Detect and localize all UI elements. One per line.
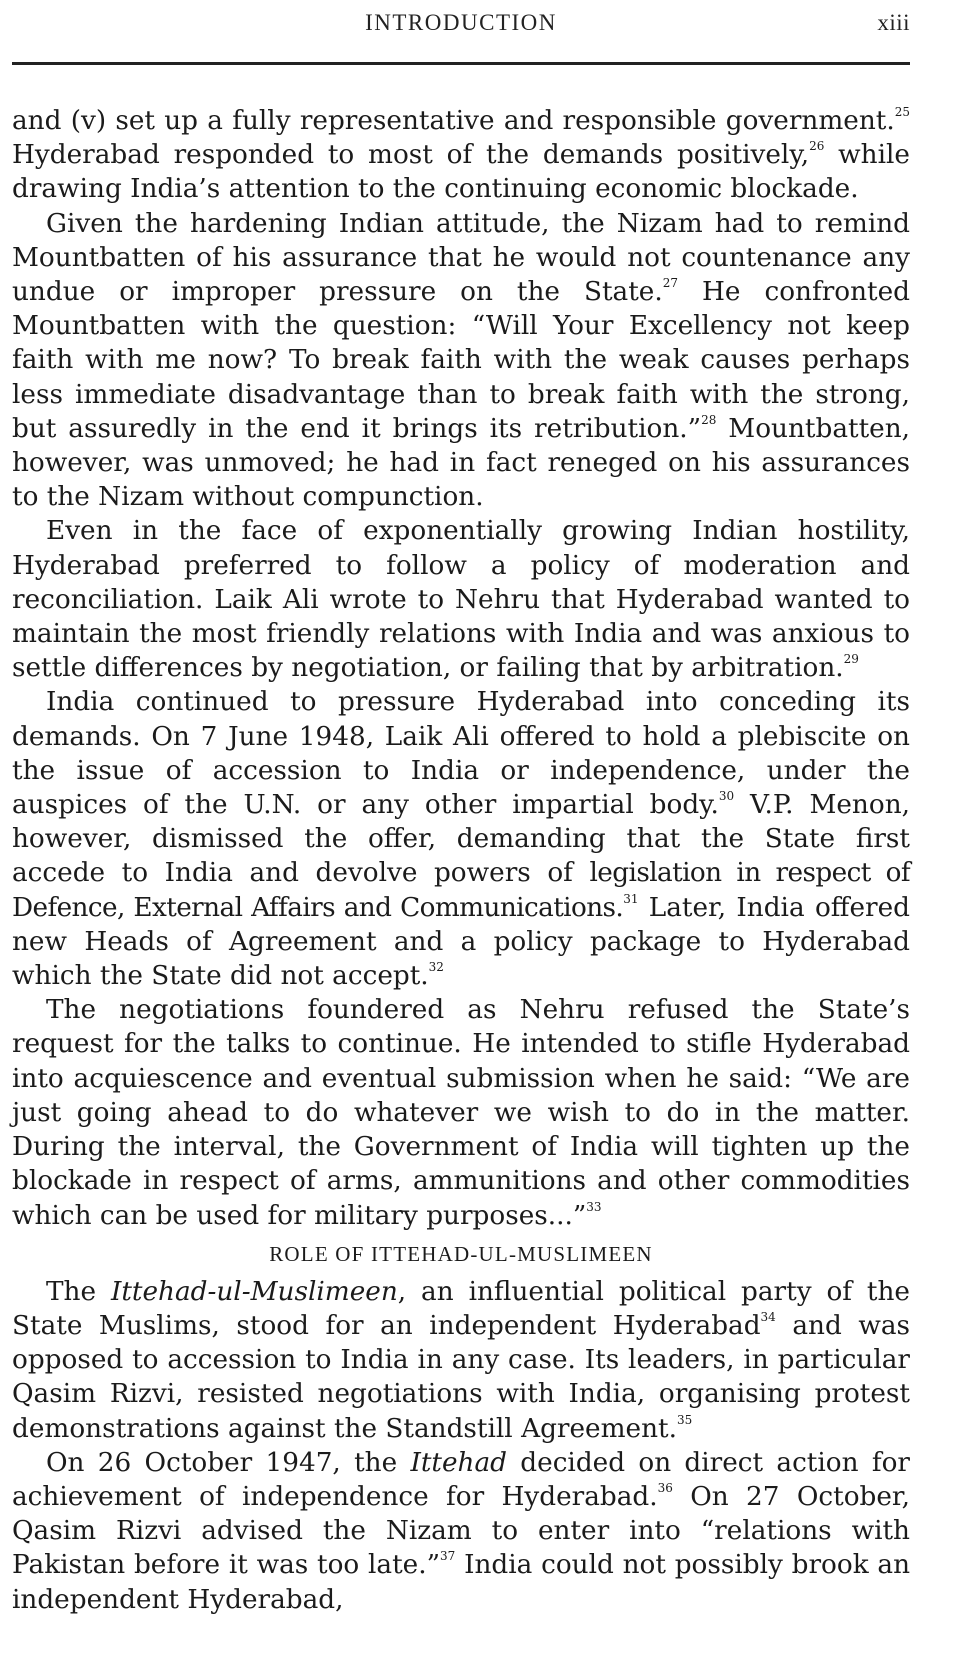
text-run: Later, India offered new Heads of Agreement and a policy package to Hyderabad which the State did not accept. — [12, 892, 910, 992]
text-run: decided on direct action for achievement of independence for Hyderabad. — [12, 1447, 910, 1512]
text-run: Mountbatten, however, was unmoved; he had in fact reneged on his assurances to the Nizam without compunction. — [12, 413, 910, 513]
text-run: and was opposed to accession to India in any case. Its leaders, in particular Qasim Rizvi, resisted negotiations with India, organising protest demonstrations against the Standstill Agreement. — [12, 1310, 910, 1444]
paragraph-3 — [12, 514, 910, 685]
footnote-ref-28[interactable]: 28 — [701, 412, 717, 427]
footnote-ref-36[interactable]: 36 — [657, 1480, 673, 1495]
running-title: INTRODUCTION — [365, 10, 557, 35]
italic-term: Ittehad-ul-Muslimeen — [110, 1276, 398, 1307]
footnote-ref-27[interactable]: 27 — [662, 276, 678, 291]
text-run: , an influential political party of the State Muslims, stood for an independent Hyderabad — [12, 1276, 910, 1341]
italic-term: Ittehad — [410, 1447, 507, 1478]
footnote-ref-33[interactable]: 33 — [586, 1199, 602, 1214]
text-run: India could not possibly brook an independent Hyderabad, — [12, 1550, 911, 1615]
text-run: He confronted Mountbatten with the question: “Will Your Excellency not keep faith with me now? To break faith with the weak causes perhaps less immediate disadvantage than to break faith with the strong, but assuredly in the end it brings its retribution.” — [12, 277, 911, 444]
footnote-ref-32[interactable]: 32 — [428, 960, 444, 975]
body-text — [12, 104, 910, 1617]
paragraph-7 — [12, 1446, 910, 1617]
footnote-ref-26[interactable]: 26 — [809, 139, 825, 154]
footnote-ref-34[interactable]: 34 — [760, 1309, 776, 1324]
page-number: xiii — [877, 10, 910, 35]
text-run: On 26 October 1947, the — [46, 1447, 411, 1478]
paragraph-4 — [12, 685, 910, 993]
text-run: On 27 October, Qasim Rizvi advised the Nizam to enter into “relations with Pakistan before it was too late.” — [12, 1481, 910, 1581]
text-run: The negotiations foundered as Nehru refused the State’s request for the talks to continue. He intended to stifle Hyderabad into acquiescence and eventual submission when he said: “We are just going ahead to do whatever we wish to do in the matter. During the interval, the Government of India will tighten up the blockade in respect of arms, ammunitions and other commodities which can be used for military purposes...” — [12, 995, 910, 1231]
footnote-ref-30[interactable]: 30 — [718, 789, 735, 804]
paragraph-6 — [12, 1275, 910, 1446]
text-run: Given the hardening Indian attitude, the Nizam had to remind Mountbatten of his assurance that he would not countenance any undue or improper pressure on the State. — [12, 208, 910, 308]
text-run: Even in the face of exponentially growing Indian hostility, Hyderabad preferred to follow a policy of moderation and reconciliation. Laik Ali wrote to Nehru that Hyderabad wanted to maintain the most friendly relations with India and was anxious to settle differences by negotiation, or failing that by arbitration. — [12, 516, 910, 684]
text-run: while drawing India’s attention to the continuing economic blockade. — [12, 140, 910, 205]
footnote-ref-31[interactable]: 31 — [623, 891, 639, 906]
text-run: Hyderabad responded to most of the demands positively, — [12, 140, 810, 171]
footnote-ref-25[interactable]: 25 — [894, 105, 910, 119]
footnote-ref-35[interactable]: 35 — [676, 1412, 693, 1427]
footnote-ref-37[interactable]: 37 — [440, 1549, 456, 1564]
text-run: and (v) set up a fully representative and responsible government. — [12, 106, 895, 136]
text-run: legislation in respect of Defence, External Affairs and Communications. — [12, 858, 911, 923]
text-run: India continued to pressure Hyderabad into conceding its demands. On 7 June 1948, Laik Ali offered to hold a plebiscite on the issue of accession to India or independence, under the auspices of the U.N. or any other impartial body. — [12, 687, 910, 821]
running-header — [12, 0, 910, 54]
footnote-ref-29[interactable]: 29 — [843, 652, 859, 667]
text-run: The — [46, 1276, 111, 1307]
header-rule — [12, 62, 910, 65]
text-run: V.P. Menon, however, dismissed the offer, demanding that the State first accede to India and devolve powers of — [12, 790, 910, 889]
paragraph-2 — [12, 207, 910, 515]
paragraph-1 — [12, 104, 910, 207]
section-heading: ROLE OF ITTEHAD-UL-MUSLIMEEN — [269, 1241, 653, 1266]
paragraph-5 — [12, 993, 910, 1232]
